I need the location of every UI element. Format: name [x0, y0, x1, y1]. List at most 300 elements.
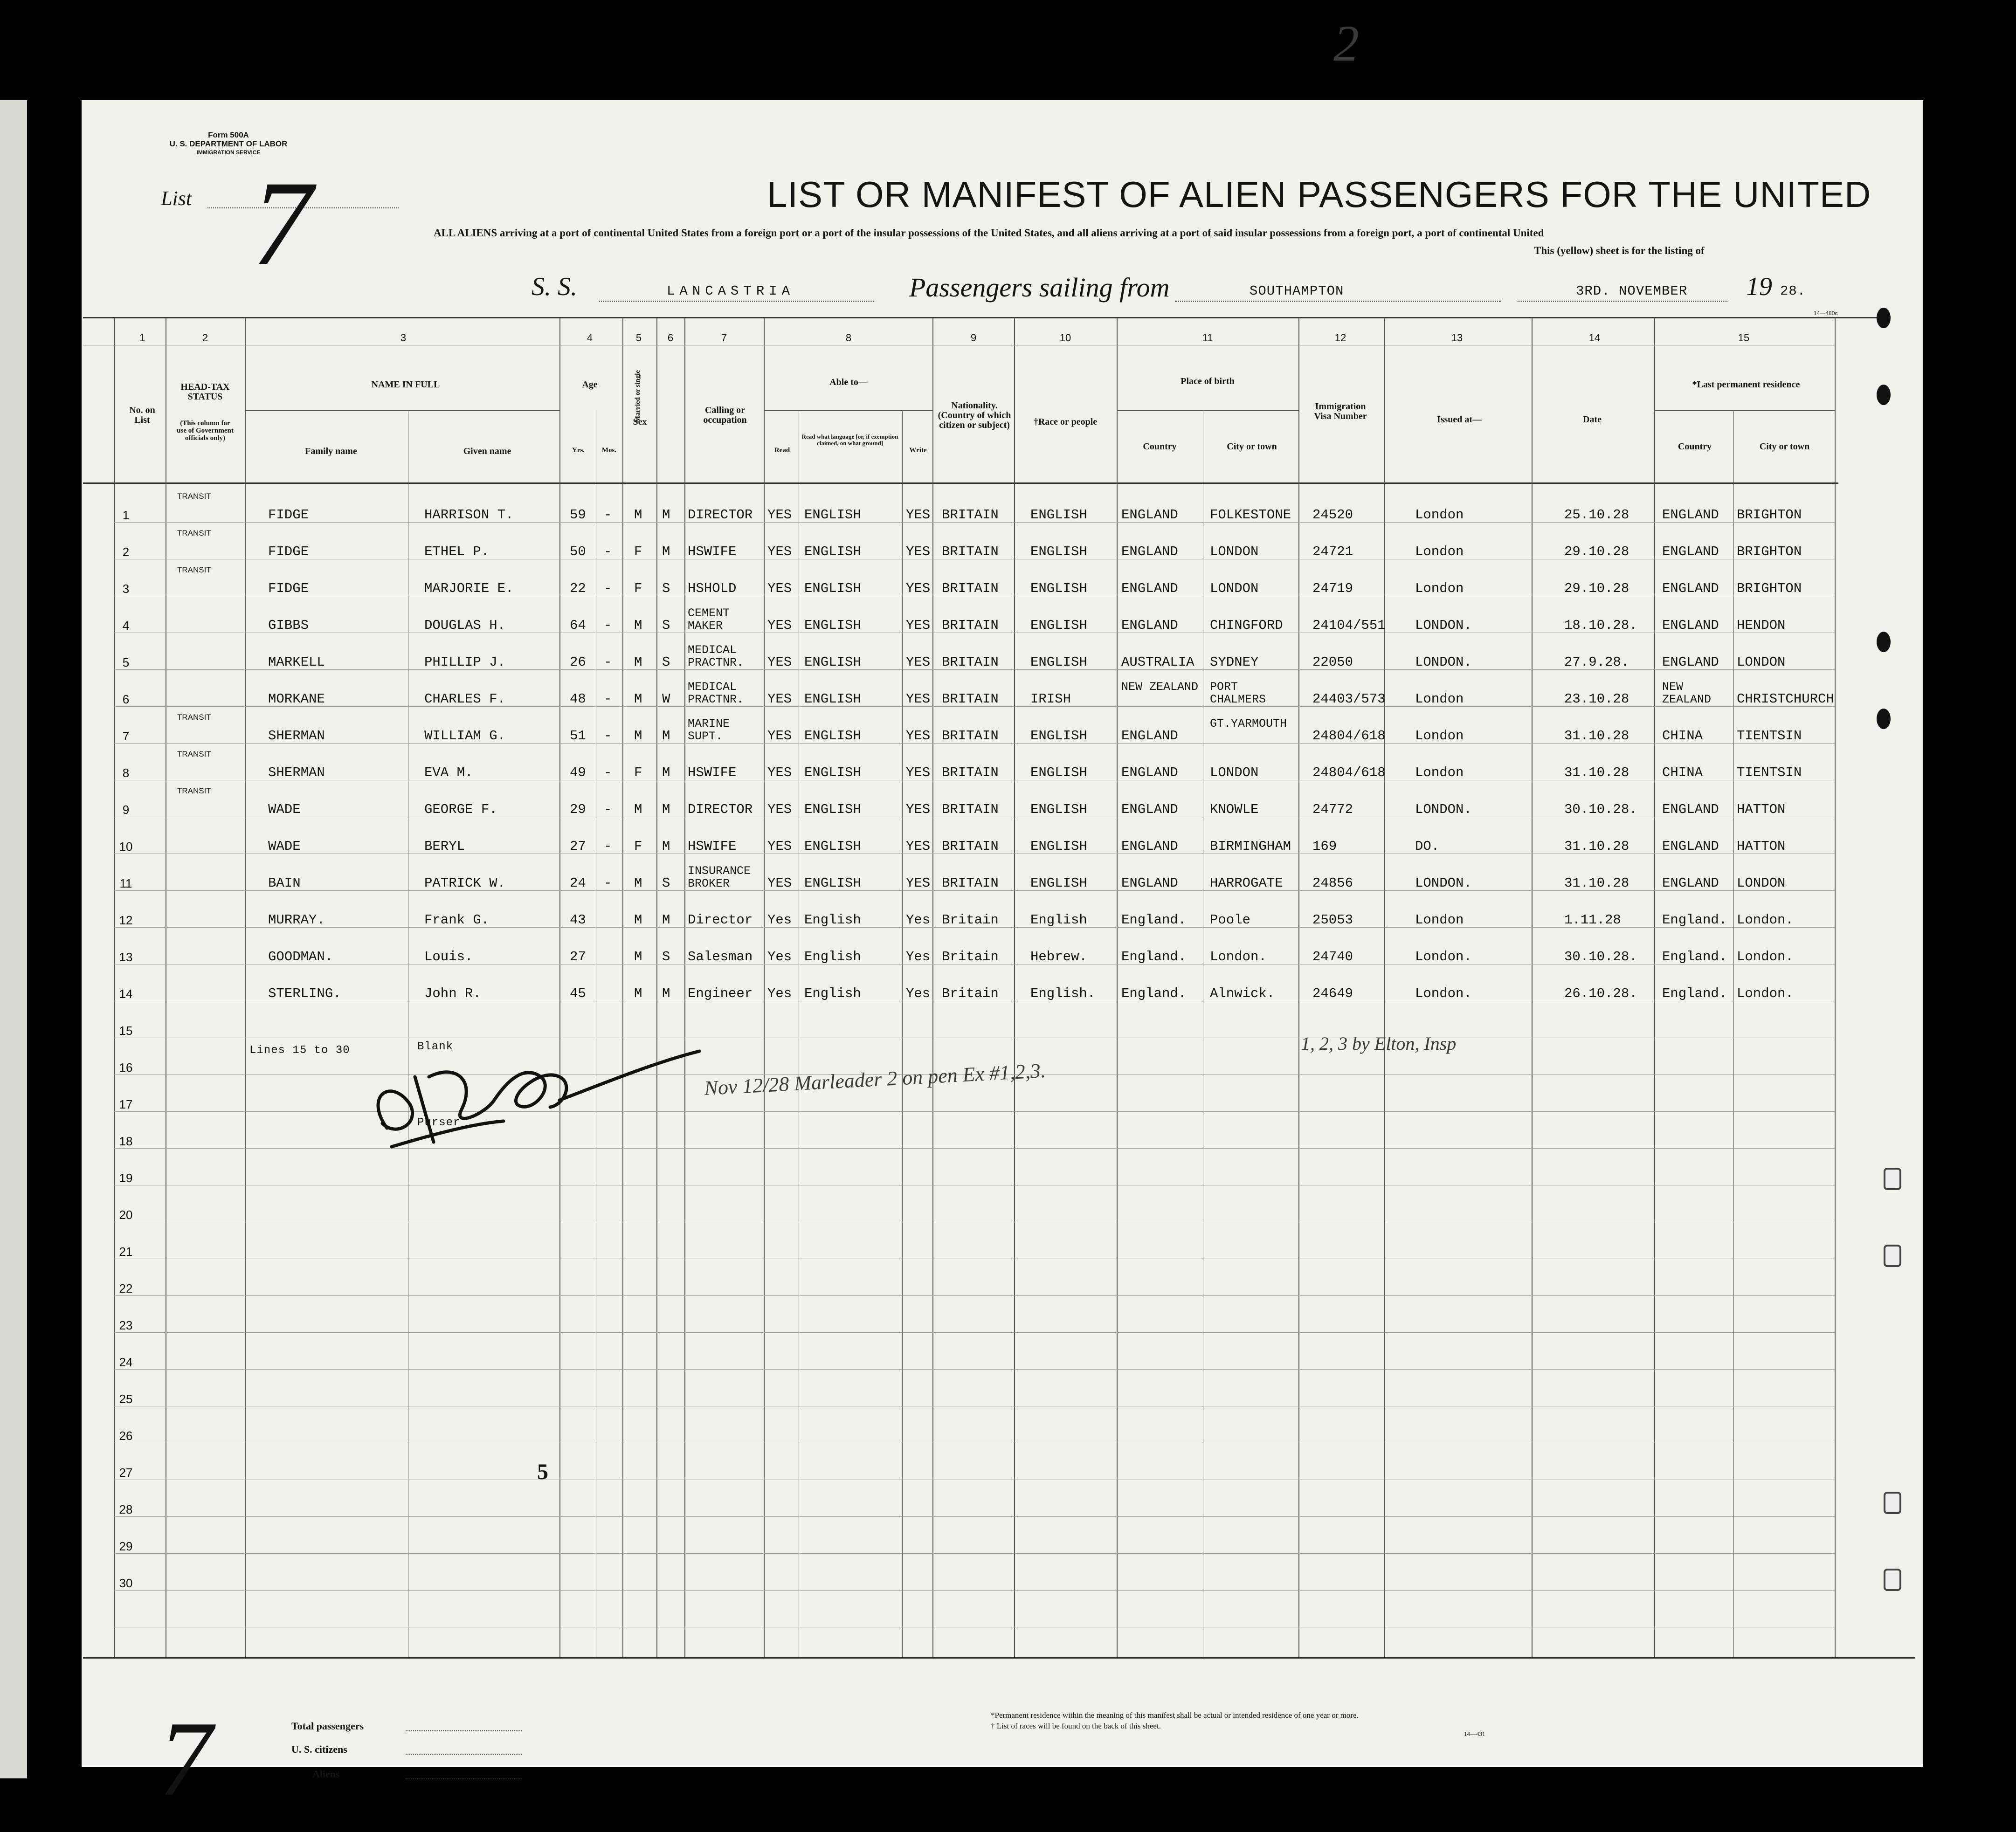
cell-rcountry: ENGLAND [1662, 839, 1719, 854]
cell-visa: 24772 [1312, 802, 1353, 817]
cell-yrs: 24 [570, 875, 586, 891]
cell-sex: M [634, 618, 642, 633]
corner-mark: 2 [1333, 15, 1359, 72]
cell-mos: - [604, 728, 612, 744]
row-number: 18 [119, 1134, 133, 1148]
cell-given: DOUGLAS H. [424, 618, 506, 633]
cell-race: English. [1030, 986, 1096, 1001]
cell-rcity: HATTON [1737, 839, 1786, 854]
cell-bcity: GT.YARMOUTH [1210, 717, 1287, 730]
cell-given: Frank G. [424, 912, 490, 928]
cell-bcity: LONDON [1210, 765, 1259, 780]
cell-issued: London [1415, 691, 1464, 707]
row-number: 24 [119, 1355, 133, 1369]
cell-date: 31.10.28 [1564, 875, 1629, 891]
row-number: 6 [122, 692, 130, 706]
cell-calling: HSWIFE [688, 544, 737, 559]
cell-sex: M [634, 691, 642, 707]
row-number: 25 [119, 1392, 133, 1406]
header-res-country: Country [1678, 441, 1712, 452]
row-number: 21 [119, 1245, 133, 1259]
row-number: 7 [122, 729, 130, 743]
cell-race: ENGLISH [1030, 839, 1087, 854]
footer-code: 14—431 [1464, 1730, 1485, 1737]
cell-given: PHILLIP J. [424, 654, 506, 670]
cell-sex: M [634, 507, 642, 523]
cell-ms: M [662, 507, 670, 523]
cell-calling: CEMENT MAKER [688, 606, 730, 633]
name-subrule [245, 410, 559, 411]
cell-race: ENGLISH [1030, 802, 1087, 817]
cell-issued: London [1415, 544, 1464, 559]
cell-nat: Britain [942, 986, 999, 1001]
officer-note: Nov 12/28 Marleader 2 on pen Ex #1,2,3. [704, 1059, 1046, 1100]
cell-given: PATRICK W. [424, 875, 506, 891]
cell-yrs: 48 [570, 691, 586, 707]
cell-write: Yes [906, 912, 931, 928]
cell-lang: ENGLISH [804, 728, 861, 744]
cell-read: Yes [767, 949, 792, 964]
cell-visa: 24740 [1312, 949, 1353, 964]
cell-visa: 169 [1312, 839, 1337, 854]
cell-bcountry: ENGLAND [1121, 765, 1178, 780]
row-number: 12 [119, 913, 133, 927]
cell-lang: ENGLISH [804, 802, 861, 817]
cell-rcity: London. [1737, 912, 1794, 928]
header-last-residence: *Last permanent residence [1692, 379, 1800, 390]
department: U. S. DEPARTMENT OF LABOR [169, 139, 288, 148]
cell-issued: London. [1415, 986, 1472, 1001]
cell-rcity: TIENTSIN [1737, 765, 1802, 780]
cell-rcountry: England. [1662, 912, 1727, 928]
cell-date: 26.10.28. [1564, 986, 1637, 1001]
col-line [656, 318, 657, 1657]
cell-mos: - [604, 839, 612, 854]
row-number: 19 [119, 1171, 133, 1185]
cell-rcity: LONDON [1737, 875, 1786, 891]
row-number: 27 [119, 1466, 133, 1480]
cell-visa: 22050 [1312, 654, 1353, 670]
cell-read: YES [767, 544, 792, 559]
cell-visa: 24719 [1312, 581, 1353, 596]
aliens-label: Aliens [312, 1768, 340, 1780]
row-rule [114, 1369, 1835, 1370]
row-number: 22 [119, 1281, 133, 1295]
row-rule [114, 1295, 1835, 1296]
cell-mos: - [604, 654, 612, 670]
cell-bcity: PORT CHALMERS [1210, 680, 1266, 706]
us-citizens-label: U. S. citizens [291, 1743, 347, 1755]
exam-note: 1, 2, 3 by Elton, Insp [1301, 1033, 1457, 1054]
cell-sex: M [634, 654, 642, 670]
col-line [1014, 318, 1015, 1657]
cell-rcity: London. [1737, 986, 1794, 1001]
cell-bcity: SYDNEY [1210, 654, 1259, 670]
cell-rcity: BRIGHTON [1737, 544, 1802, 559]
col-number: 7 [721, 332, 727, 344]
cell-read: YES [767, 618, 792, 633]
binder-tab [1884, 1168, 1901, 1190]
cell-visa: 24804/618 [1312, 765, 1386, 780]
cell-issued: LONDON. [1415, 654, 1472, 670]
cell-bcountry: ENGLAND [1121, 839, 1178, 854]
cell-date: 31.10.28 [1564, 839, 1629, 854]
cell-rcountry: CHINA [1662, 728, 1703, 744]
purser-label: Purser [417, 1116, 461, 1129]
departure-port: SOUTHAMPTON [1250, 283, 1344, 299]
cell-write: YES [906, 728, 931, 744]
cell-bcountry: ENGLAND [1121, 728, 1178, 744]
header-mos: Mos. [601, 447, 617, 454]
cell-nat: BRITAIN [942, 802, 999, 817]
cell-read: YES [767, 802, 792, 817]
margin-number: 5 [537, 1460, 548, 1484]
footnote-races: † List of races will be found on the back of this sheet. [991, 1722, 1161, 1730]
col-number: 11 [1202, 332, 1213, 344]
header-given-name: Given name [463, 446, 511, 456]
cell-ms: M [662, 544, 670, 559]
able-subrule [764, 410, 932, 411]
cell-bcountry: England. [1121, 912, 1187, 928]
cell-bcity: BIRMINGHAM [1210, 839, 1291, 854]
cell-bcountry: England. [1121, 949, 1187, 964]
cell-sex: F [634, 765, 642, 780]
cell-rcountry: England. [1662, 949, 1727, 964]
head-tax-status: TRANSIT [177, 786, 211, 795]
birth-subrule [1117, 410, 1298, 411]
col-line [1298, 318, 1299, 1657]
header-family-name: Family name [305, 446, 357, 456]
cell-write: YES [906, 765, 931, 780]
cell-lang: ENGLISH [804, 618, 861, 633]
cell-family: SHERMAN [268, 765, 325, 780]
cell-lang: ENGLISH [804, 765, 861, 780]
header-birth-country: Country [1143, 441, 1177, 452]
cell-rcity: CHRISTCHURCH [1737, 691, 1834, 707]
table-bottom-rule [83, 1657, 1915, 1659]
cell-rcountry: ENGLAND [1662, 544, 1719, 559]
cell-race: English [1030, 912, 1087, 928]
cell-calling: DIRECTOR [688, 507, 753, 523]
cell-write: YES [906, 875, 931, 891]
cell-ms: S [662, 654, 670, 670]
cell-nat: Britain [942, 912, 999, 928]
head-tax-status: TRANSIT [177, 713, 211, 722]
cell-rcity: London. [1737, 949, 1794, 964]
form-header [149, 131, 308, 157]
cell-date: 30.10.28. [1564, 802, 1637, 817]
cell-issued: London [1415, 728, 1464, 744]
header-no-on-list: No. on List [129, 405, 155, 425]
col-line [245, 318, 246, 1657]
cell-mos: - [604, 765, 612, 780]
year-prefix: 19 [1746, 272, 1772, 301]
cell-visa: 25053 [1312, 912, 1353, 928]
total-line [406, 1730, 522, 1731]
cell-write: YES [906, 581, 931, 596]
total-passengers-label: Total passengers [291, 1720, 364, 1732]
cell-given: MARJORIE E. [424, 581, 514, 596]
cell-write: Yes [906, 986, 931, 1001]
cell-rcity: LONDON [1737, 654, 1786, 670]
header-head-tax: HEAD-TAX STATUS [180, 382, 230, 402]
cell-family: GIBBS [268, 618, 309, 633]
cell-bcountry: ENGLAND [1121, 802, 1178, 817]
col-number: 5 [635, 332, 642, 344]
row-number: 20 [119, 1208, 133, 1222]
cell-rcountry: ENGLAND [1662, 875, 1719, 891]
header-bottom-rule [83, 482, 1838, 484]
cell-visa: 24721 [1312, 544, 1353, 559]
cell-read: YES [767, 728, 792, 744]
blank-lines-note: Lines 15 to 30 [249, 1044, 350, 1057]
header-date: Date [1583, 414, 1602, 425]
ss-label: S. S. [532, 272, 577, 301]
col-number: 12 [1334, 332, 1346, 344]
cell-write: YES [906, 802, 931, 817]
cell-mos: - [604, 581, 612, 596]
cell-given: EVA M. [424, 765, 473, 780]
cell-family: WADE [268, 802, 301, 817]
cell-sex: M [634, 986, 642, 1001]
cell-calling: HSHOLD [688, 581, 737, 596]
cell-write: YES [906, 654, 931, 670]
row-number: 9 [122, 803, 130, 817]
cell-given: WILLIAM G. [424, 728, 506, 744]
form-number: Form 500A [208, 131, 249, 139]
cell-mos: - [604, 544, 612, 559]
col-line [1654, 318, 1655, 1657]
cell-ms: W [662, 691, 670, 707]
col-line [902, 410, 903, 1657]
cell-ms: M [662, 802, 670, 817]
cell-yrs: 59 [570, 507, 586, 523]
cell-sex: M [634, 728, 642, 744]
row-number: 16 [119, 1061, 133, 1074]
purser-signature [354, 1007, 709, 1165]
row-rule [114, 1553, 1835, 1554]
col-number: 15 [1738, 332, 1750, 344]
header-visa: Immigration Visa Number [1314, 401, 1367, 421]
cell-calling: HSWIFE [688, 765, 737, 780]
cell-bcountry: ENGLAND [1121, 618, 1178, 633]
cell-race: ENGLISH [1030, 875, 1087, 891]
cell-nat: BRITAIN [942, 654, 999, 670]
list-label: List [161, 187, 192, 210]
cell-bcity: KNOWLE [1210, 802, 1259, 817]
cell-visa: 24856 [1312, 875, 1353, 891]
cell-write: YES [906, 839, 931, 854]
cell-lang: ENGLISH [804, 581, 861, 596]
row-number: 29 [119, 1539, 133, 1553]
cell-rcity: HATTON [1737, 802, 1786, 817]
cell-date: 1.11.28 [1564, 912, 1621, 928]
cell-yrs: 22 [570, 581, 586, 596]
cell-mos: - [604, 875, 612, 891]
cell-yrs: 26 [570, 654, 586, 670]
row-rule [114, 1516, 1835, 1517]
head-tax-status: TRANSIT [177, 565, 211, 574]
cell-family: MURRAY. [268, 912, 325, 928]
cell-issued: LONDON. [1415, 618, 1472, 633]
col-number: 4 [587, 332, 593, 344]
header-place-of-birth: Place of birth [1181, 376, 1235, 386]
cell-lang: ENGLISH [804, 544, 861, 559]
res-subrule [1654, 410, 1835, 411]
blank-label: Blank [417, 1040, 454, 1053]
ship-name: LANCASTRIA [667, 283, 795, 299]
cell-sex: F [634, 581, 642, 596]
cell-race: ENGLISH [1030, 544, 1087, 559]
cell-family: MORKANE [268, 691, 325, 707]
cell-sex: M [634, 875, 642, 891]
row-number: 28 [119, 1502, 133, 1516]
col-line [684, 318, 685, 1657]
cell-date: 29.10.28 [1564, 581, 1629, 596]
cell-race: ENGLISH [1030, 618, 1087, 633]
cell-visa: 24403/573 [1312, 691, 1386, 707]
row-number: 23 [119, 1318, 133, 1332]
cell-yrs: 29 [570, 802, 586, 817]
cell-write: YES [906, 618, 931, 633]
port-underline [1175, 301, 1501, 302]
col-number: 2 [202, 332, 208, 344]
cell-ms: M [662, 765, 670, 780]
col-number: 8 [845, 332, 852, 344]
cell-bcity: London. [1210, 949, 1267, 964]
header-read-what: Read what language [or, if exemption claimed, on what ground] [801, 433, 898, 447]
col-number: 3 [400, 332, 407, 344]
col-number: 6 [667, 332, 674, 344]
binder-hole [1877, 308, 1891, 328]
cell-yrs: 27 [570, 839, 586, 854]
cell-yrs: 49 [570, 765, 586, 780]
cell-race: IRISH [1030, 691, 1071, 707]
cell-visa: 24649 [1312, 986, 1353, 1001]
col-line [559, 318, 560, 1657]
cell-lang: English [804, 949, 861, 964]
cell-yrs: 27 [570, 949, 586, 964]
cell-ms: M [662, 986, 670, 1001]
col-line [622, 318, 623, 1657]
cell-family: FIDGE [268, 581, 309, 596]
ship-underline [599, 301, 874, 302]
cell-family: BAIN [268, 875, 301, 891]
cell-sex: M [634, 912, 642, 928]
cell-bcountry: England. [1121, 986, 1187, 1001]
year-suffix: 28. [1780, 283, 1806, 299]
row-rule [114, 1332, 1835, 1333]
cell-calling: Salesman [688, 949, 753, 964]
cell-race: ENGLISH [1030, 581, 1087, 596]
col-line [1532, 318, 1533, 1657]
cell-given: GEORGE F. [424, 802, 497, 817]
cell-rcity: TIENTSIN [1737, 728, 1802, 744]
cell-race: ENGLISH [1030, 654, 1087, 670]
binder-hole [1877, 709, 1891, 729]
header-issued-at: Issued at— [1436, 414, 1482, 425]
header-name-in-full: NAME IN FULL [371, 379, 440, 390]
col-line [1835, 318, 1836, 1657]
cell-rcountry: ENGLAND [1662, 507, 1719, 523]
cell-lang: ENGLISH [804, 691, 861, 707]
cell-given: Louis. [424, 949, 473, 964]
cell-yrs: 43 [570, 912, 586, 928]
cell-ms: M [662, 912, 670, 928]
row-number: 1 [122, 508, 130, 522]
adjacent-page-edge [0, 100, 27, 1778]
row-number: 5 [122, 655, 130, 669]
cell-bcountry: NEW ZEALAND [1121, 680, 1199, 694]
cell-lang: ENGLISH [804, 654, 861, 670]
form-code: 14—480c [1814, 310, 1838, 317]
cell-read: Yes [767, 986, 792, 1001]
cell-visa: 24804/618 [1312, 728, 1386, 744]
cell-family: STERLING. [268, 986, 341, 1001]
header-age: Age [582, 379, 598, 390]
binder-hole [1877, 385, 1891, 405]
cell-calling: MEDICAL PRACTNR. [688, 680, 744, 706]
cell-family: WADE [268, 839, 301, 854]
cell-issued: London [1415, 581, 1464, 596]
cell-date: 23.10.28 [1564, 691, 1629, 707]
row-number: 4 [122, 619, 130, 633]
cell-rcountry: ENGLAND [1662, 654, 1719, 670]
cell-issued: DO. [1415, 839, 1440, 854]
cell-write: YES [906, 507, 931, 523]
cell-nat: BRITAIN [942, 728, 999, 744]
cell-lang: ENGLISH [804, 875, 861, 891]
header-race: †Race or people [1033, 417, 1098, 427]
sailing-label: Passengers sailing from [909, 272, 1170, 303]
cell-read: YES [767, 507, 792, 523]
cell-nat: BRITAIN [942, 691, 999, 707]
row-number: 2 [122, 545, 130, 559]
cell-ms: S [662, 949, 670, 964]
cell-calling: Engineer [688, 986, 753, 1001]
cell-calling: Director [688, 912, 753, 928]
header-res-city: City or town [1759, 441, 1810, 452]
cell-read: YES [767, 581, 792, 596]
cell-calling: MARINE SUPT. [688, 717, 730, 743]
row-number: 11 [119, 876, 132, 890]
binder-tab [1884, 1569, 1901, 1591]
row-number: 14 [119, 987, 133, 1001]
cell-write: YES [906, 544, 931, 559]
cell-yrs: 51 [570, 728, 586, 744]
col-number: 1 [139, 332, 145, 344]
cell-family: SHERMAN [268, 728, 325, 744]
cell-race: ENGLISH [1030, 728, 1087, 744]
header-birth-city: City or town [1227, 441, 1277, 452]
cell-yrs: 64 [570, 618, 586, 633]
cell-calling: INSURANCE BROKER [688, 864, 751, 890]
cell-family: FIDGE [268, 507, 309, 523]
cell-bcountry: ENGLAND [1121, 581, 1178, 596]
aliens-line [406, 1778, 522, 1779]
header-yrs: Yrs. [572, 447, 585, 454]
cell-rcountry: ENGLAND [1662, 581, 1719, 596]
cell-lang: ENGLISH [804, 507, 861, 523]
cell-issued: London [1415, 507, 1464, 523]
date-underline [1518, 301, 1727, 302]
cell-ms: S [662, 875, 670, 891]
row-number: 8 [122, 766, 130, 780]
cell-write: Yes [906, 949, 931, 964]
cell-rcity: BRIGHTON [1737, 581, 1802, 596]
cell-rcountry: ENGLAND [1662, 618, 1719, 633]
cell-ms: S [662, 581, 670, 596]
